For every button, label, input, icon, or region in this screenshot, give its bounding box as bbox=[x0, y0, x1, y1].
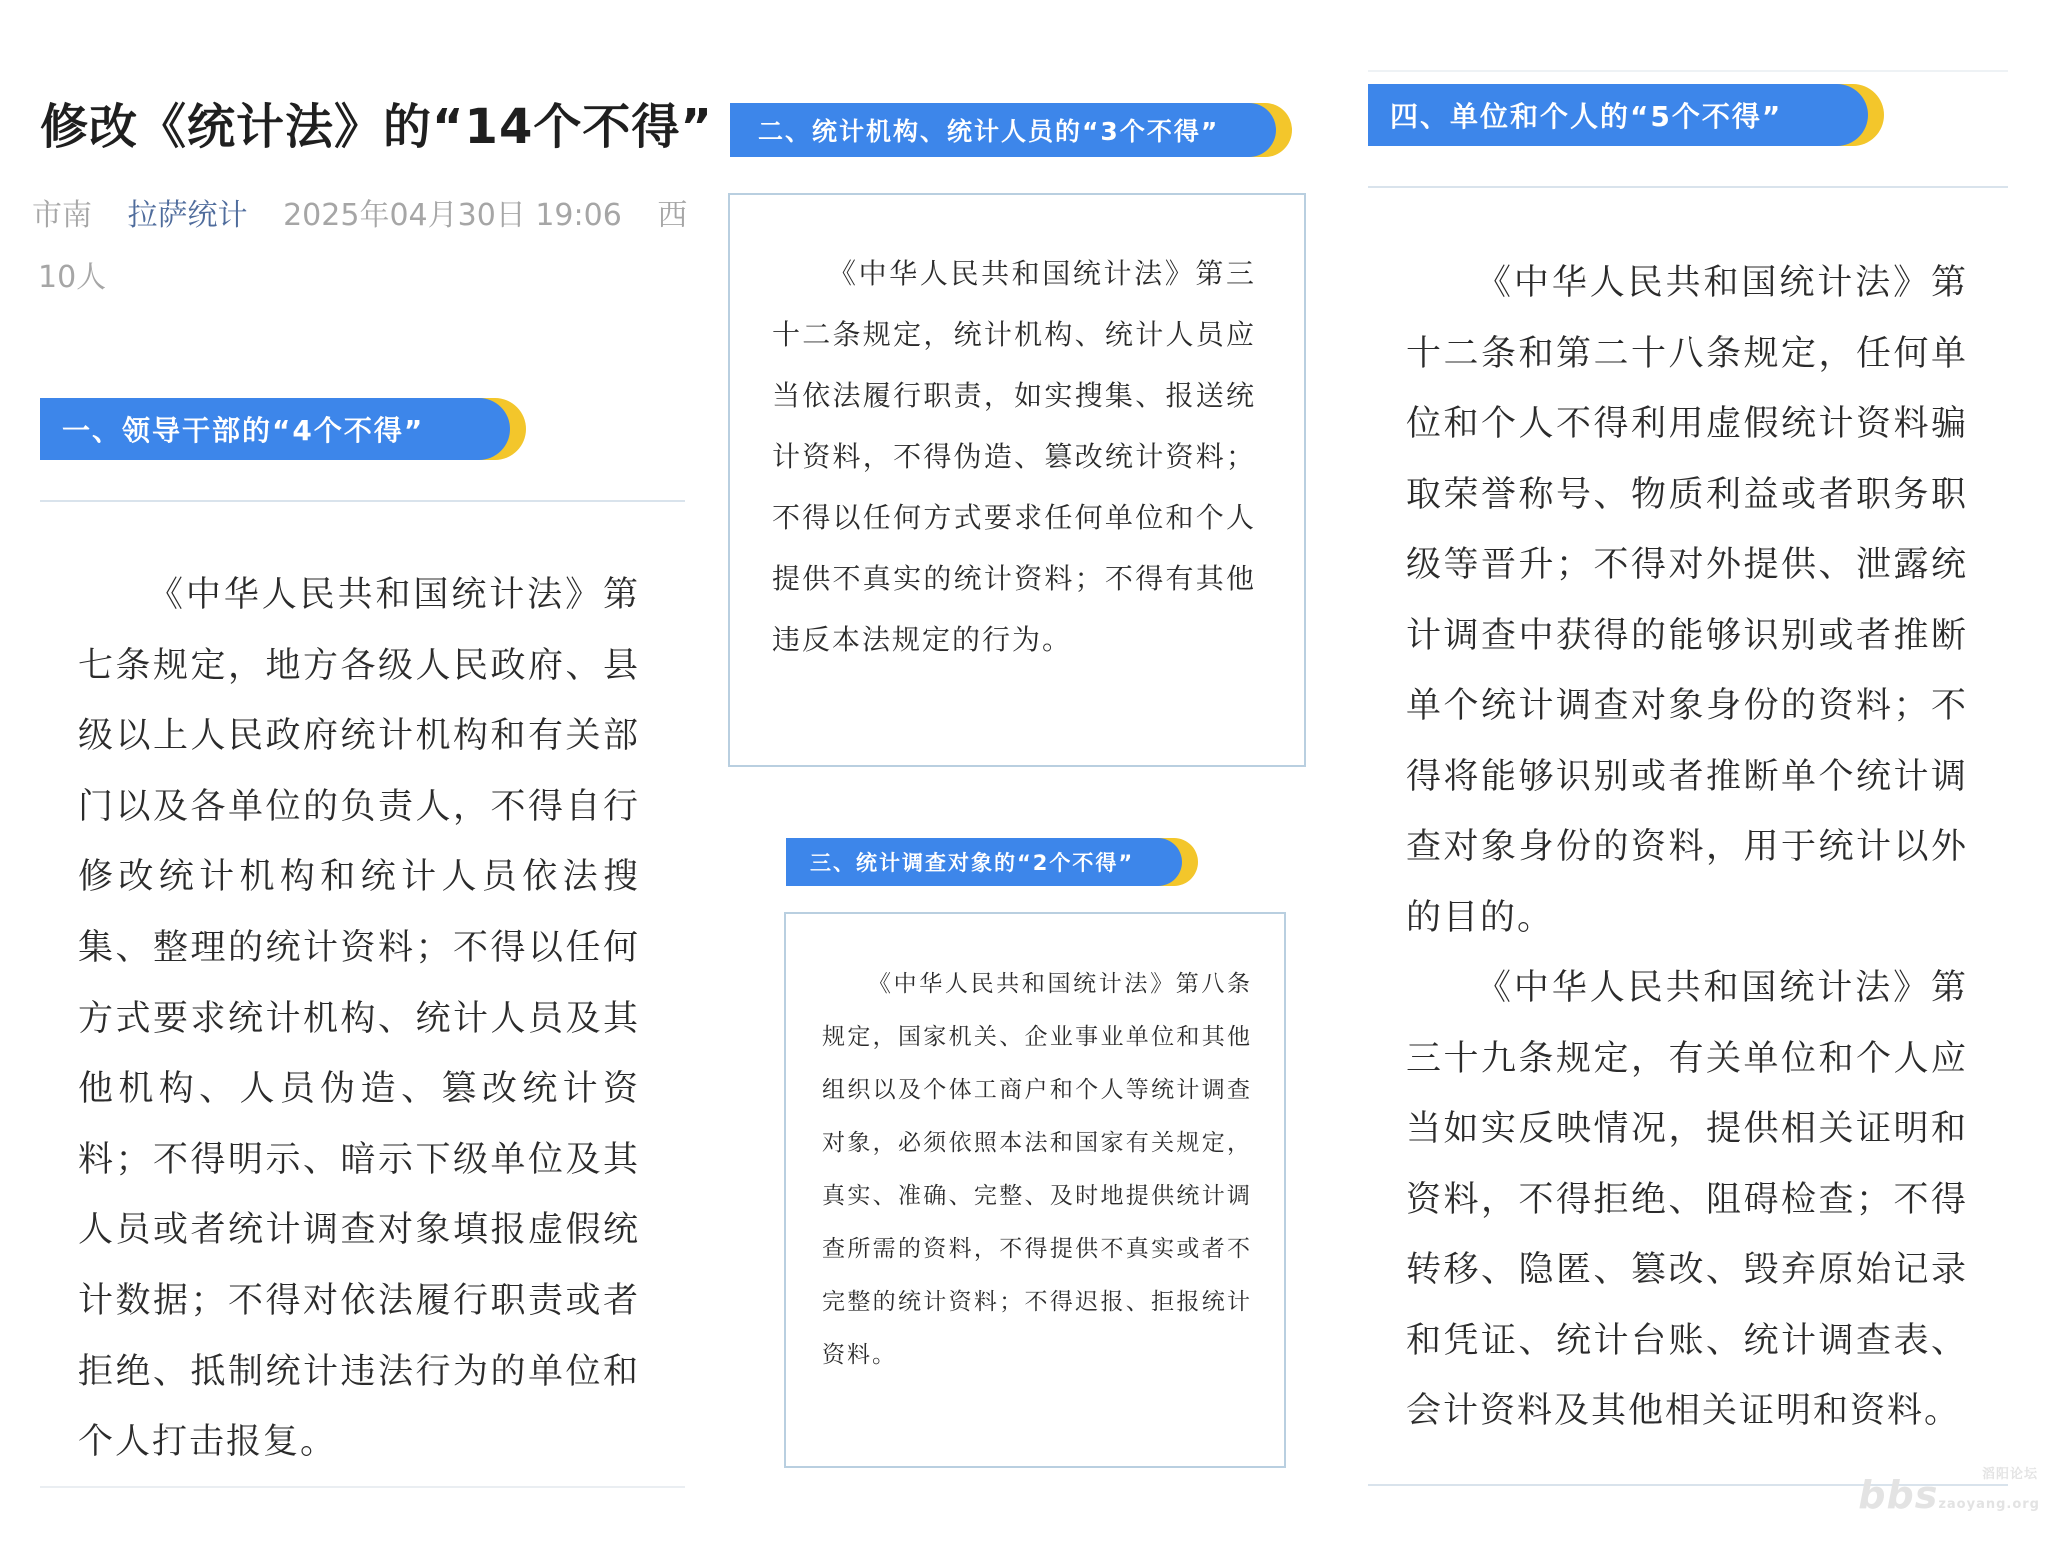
watermark-top: 滔阳论坛 bbox=[1981, 1467, 2038, 1482]
section-3-body: 《中华人民共和国统计法》第八条规定，国家机关、企业事业单位和其他组织以及个体工商户和个人等统计调查对象，必须依照本法和国家有关规定，真实、准确、完整、及时地提供统计调查所需的资料，不得提供不真实或者不完整的统计资料；不得迟报、拒报统计资料。 bbox=[822, 971, 1252, 1368]
divider bbox=[1368, 186, 2008, 188]
article-meta bbox=[32, 190, 688, 240]
panel-middle bbox=[700, 0, 1340, 1553]
section-4-heading bbox=[1368, 84, 1868, 146]
meta-datetime: 2025年04月30日 19:06 bbox=[283, 198, 622, 233]
section-2-heading-label: 二、统计机构、统计人员的“3个不得” bbox=[730, 103, 1276, 157]
meta-location: 西 bbox=[657, 198, 688, 233]
section-4-body-para-2: 《中华人民共和国统计法》第三十九条规定，有关单位和个人应当如实反映情况，提供相关证明和资料，不得拒绝、阻碍检查；不得转移、隐匿、篡改、毁弃原始记录和凭证、统计台账、统计调查表、会计资料及其他相关证明和资料。 bbox=[1406, 968, 1968, 1431]
forum-watermark-logo bbox=[1858, 1467, 2040, 1517]
section-2-heading bbox=[730, 103, 1276, 157]
section-3-card bbox=[784, 912, 1286, 1468]
section-1-heading bbox=[40, 398, 510, 460]
divider bbox=[40, 1486, 685, 1488]
section-4-heading-label: 四、单位和个人的“5个不得” bbox=[1368, 84, 1868, 146]
meta-readers: 10人 bbox=[38, 260, 107, 295]
divider bbox=[1368, 70, 2008, 72]
section-3-heading bbox=[786, 838, 1182, 886]
article-title: 修改《统计法》的“14个不得” bbox=[40, 99, 713, 155]
section-4-body-para-1: 《中华人民共和国统计法》第十二条和第二十八条规定，任何单位和个人不得利用虚假统计资料骗取荣誉称号、物质利益或者职务职级等晋升；不得对外提供、泄露统计调查中获得的能够识别或者推断单个统计调查对象身份的资料；不得将能够识别或者推断单个统计调查对象身份的资料，用于统计以外的目的。 bbox=[1406, 263, 1968, 938]
section-3-heading-label: 三、统计调查对象的“2个不得” bbox=[786, 838, 1182, 886]
watermark-sub: zaoyang.org bbox=[1938, 1497, 2040, 1512]
section-4-body bbox=[1406, 248, 1968, 1447]
section-2-body: 《中华人民共和国统计法》第三十二条规定，统计机构、统计人员应当依法履行职责，如实搜集、报送统计资料，不得伪造、篡改统计资料；不得以任何方式要求任何单位和个人提供不真实的统计资料；不得有其他违反本法规定的行为。 bbox=[772, 257, 1256, 656]
watermark-main: bbs bbox=[1858, 1473, 1939, 1517]
section-1-heading-label: 一、领导干部的“4个不得” bbox=[40, 398, 510, 460]
panel-left bbox=[0, 0, 713, 1553]
section-1-body: 《中华人民共和国统计法》第七条规定，地方各级人民政府、县级以上人民政府统计机构和有关部门以及各单位的负责人，不得自行修改统计机构和统计人员依法搜集、整理的统计资料；不得以任何方式要求统计机构、统计人员及其他机构、人员伪造、篡改统计资料；不得明示、暗示下级单位及其人员或者统计调查对象填报虚假统计数据；不得对依法履行职责或者拒绝、抵制统计违法行为的单位和个人打击报复。 bbox=[78, 575, 640, 1463]
section-2-card bbox=[728, 193, 1306, 767]
meta-author-link[interactable]: 拉萨统计 bbox=[127, 198, 248, 233]
meta-source: 市南 bbox=[32, 198, 92, 233]
divider bbox=[40, 500, 685, 502]
